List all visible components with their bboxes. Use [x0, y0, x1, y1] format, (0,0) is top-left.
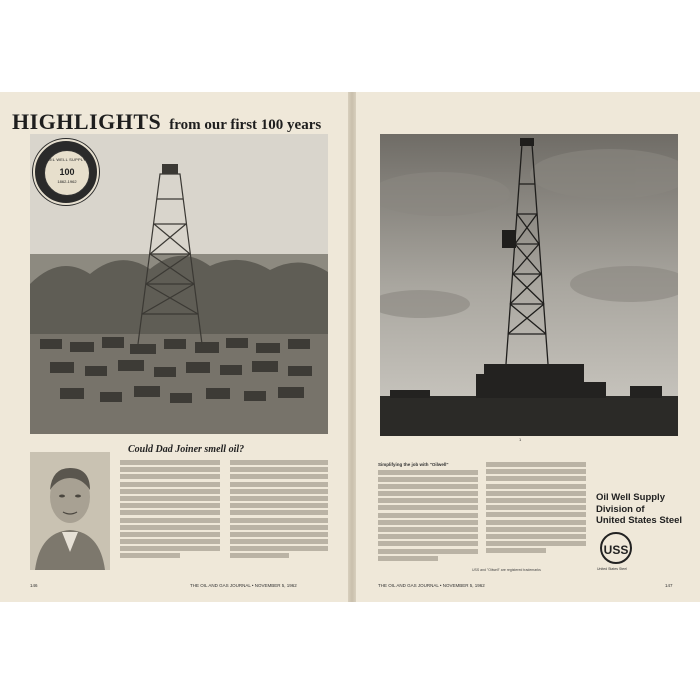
signature-line-3: United States Steel	[596, 515, 683, 526]
left-text-column-1	[120, 460, 220, 561]
right-text-column-2	[486, 462, 586, 555]
left-page-number: 146	[30, 583, 38, 588]
centennial-seal	[33, 139, 99, 205]
headline-bold: HIGHLIGHTS	[12, 109, 162, 134]
headline	[12, 100, 321, 137]
page-gutter	[348, 92, 356, 602]
headline-rest: from our first 100 years	[169, 117, 322, 133]
signature-line-2: Division of	[596, 503, 645, 515]
right-footer: THE OIL AND GAS JOURNAL • NOVEMBER 5, 1962	[378, 583, 485, 588]
seal-inner	[44, 150, 90, 196]
photo-caption: 1	[519, 437, 522, 442]
left-text-column-2	[230, 460, 328, 561]
seal-middle-text: 100	[59, 167, 75, 177]
seal-top-text: OIL WELL SUPPLY	[48, 157, 86, 162]
modern-rig-illustration	[380, 134, 678, 436]
portrait-photo	[30, 452, 110, 570]
right-page-number: 147	[665, 583, 673, 588]
trademark-note: USS and "Oilwell" are registered trademarks	[472, 568, 541, 572]
left-footer: THE OIL AND GAS JOURNAL • NOVEMBER 5, 1962	[190, 583, 297, 588]
right-lead-in: Simplifying the job with "Oilwell"	[378, 462, 449, 467]
modern-rig-photo	[380, 134, 678, 436]
portrait-illustration	[30, 452, 110, 570]
article-subhead: Could Dad Joiner smell oil?	[128, 444, 245, 455]
company-signature	[596, 492, 682, 527]
uss-logo: USS	[600, 532, 632, 564]
uss-logo-caption: United States Steel	[597, 567, 627, 571]
seal-bottom-text: 1862-1962	[57, 179, 77, 184]
signature-line-1: Oil Well Supply	[596, 492, 665, 503]
right-text-column-1	[378, 462, 478, 563]
